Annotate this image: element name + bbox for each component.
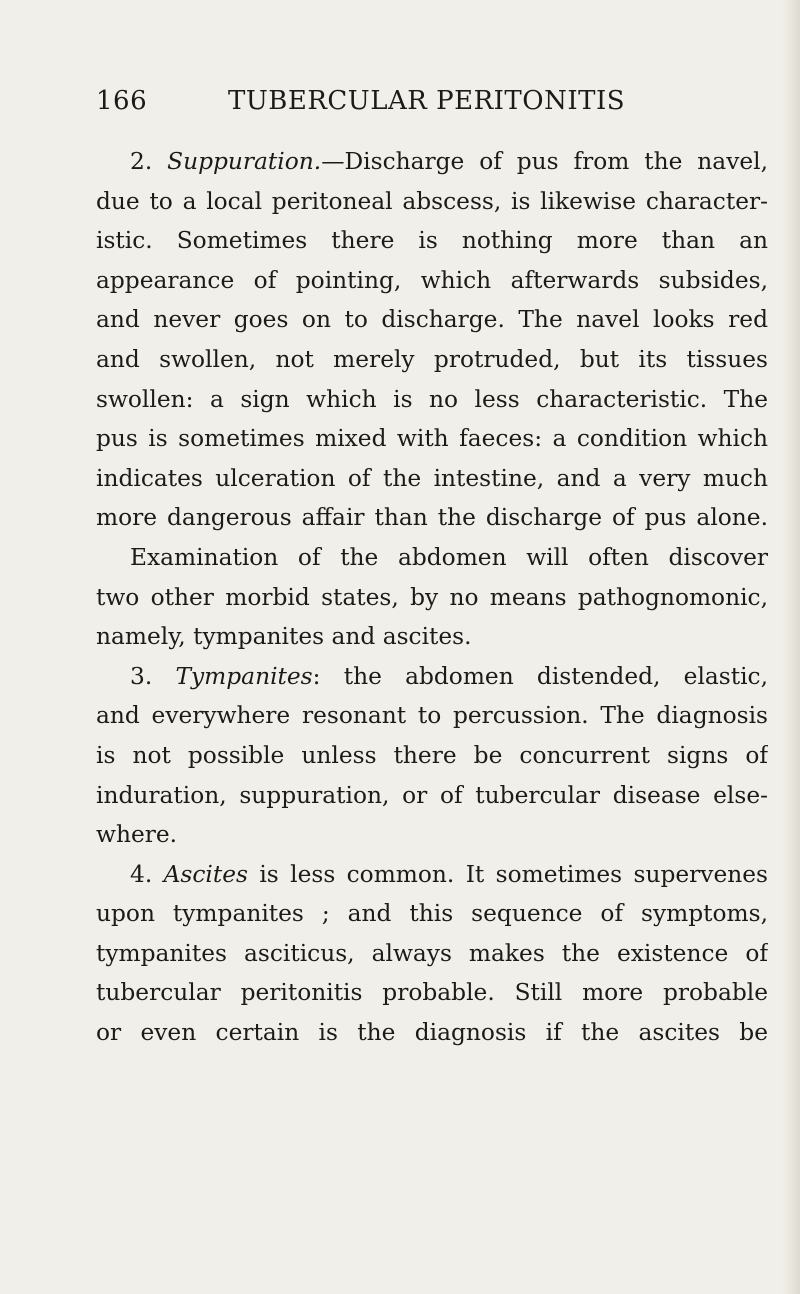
page-edge-shadow — [782, 0, 800, 1294]
section-heading-suppuration: Suppuration. — [167, 148, 322, 175]
text-line: more dangerous affair than the discharge of pus alone. — [96, 504, 768, 532]
text-line: due to a local peritoneal abscess, is likewise character- — [96, 187, 768, 215]
heading-continuation: —Discharge of pus from the navel, — [321, 148, 768, 175]
running-title: TUBERCULAR PERITONITIS — [228, 86, 626, 116]
text-line: appearance of pointing, which afterwards subsides, — [96, 266, 768, 294]
text-line: pus is sometimes mixed with faeces: a condition which — [96, 425, 768, 453]
text-line: indicates ulceration of the intestine, and a very much — [96, 464, 768, 492]
text-line: Examination of the abdomen will often discover — [130, 543, 768, 571]
text-line: or even certain is the diagnosis if the ascites be — [96, 1019, 768, 1047]
section-heading-ascites: Ascites — [163, 860, 248, 888]
text-line: istic. Sometimes there is nothing more than an — [96, 227, 768, 255]
text-line: where. — [96, 821, 178, 849]
text-line: tubercular peritonitis probable. Still more probable — [96, 979, 768, 1007]
text-line: and everywhere resonant to percussion. The diagnosis — [96, 702, 768, 730]
text-line: induration, suppuration, or of tubercular disease else- — [96, 781, 768, 809]
section-number: 4. — [130, 860, 164, 888]
text-line: and never goes on to discharge. The navel looks red — [96, 306, 768, 334]
heading-continuation: is less common. It sometimes supervenes — [247, 860, 768, 888]
section-number: 2. — [130, 148, 168, 175]
text-line: two other morbid states, by no means pathognomonic, — [96, 583, 768, 611]
paragraph-3-heading-line — [96, 657, 768, 697]
text-line: swollen: a sign which is no less characteristic. The — [96, 385, 768, 413]
running-header — [96, 86, 736, 116]
text-line: upon tympanites ; and this sequence of symptoms, — [96, 900, 768, 928]
section-heading-tympanites: Tympanites — [175, 662, 313, 690]
text-line: namely, tympanites and ascites. — [96, 623, 472, 651]
text-line: is not possible unless there be concurrent signs of — [96, 741, 768, 769]
section-number: 3. — [130, 662, 176, 690]
text-line: tympanites asciticus, always makes the existence of — [96, 939, 768, 967]
paragraph-2-heading-line — [96, 142, 768, 182]
body-text — [96, 142, 768, 1053]
page-number: 166 — [96, 86, 148, 116]
text-line: and swollen, not merely protruded, but its tissues — [96, 345, 768, 373]
paragraph-4-heading-line — [96, 855, 768, 895]
heading-continuation: : the abdomen distended, elastic, — [312, 662, 768, 690]
